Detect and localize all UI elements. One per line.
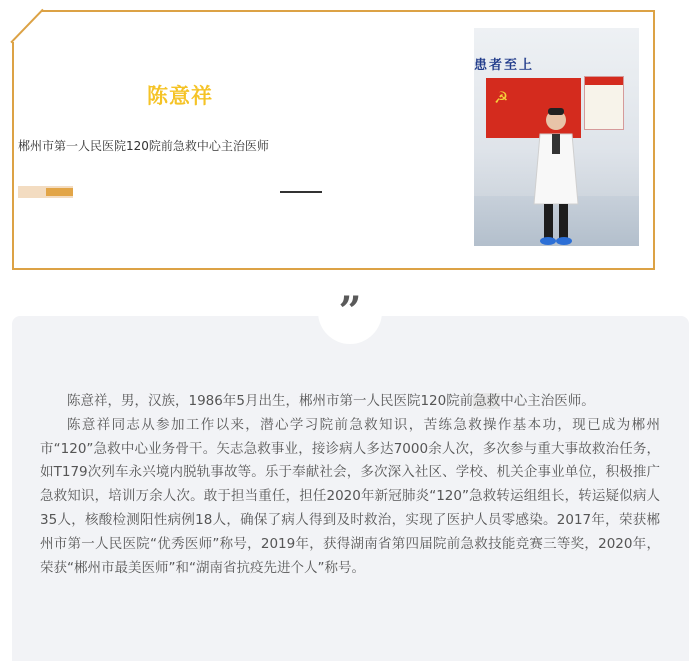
- divider-dash: [280, 191, 322, 193]
- hammer-sickle-icon: ☭: [494, 88, 509, 107]
- doctor-figure: [526, 104, 586, 246]
- notice-board: [584, 76, 624, 130]
- photo-slogan-text: 患者至上: [474, 58, 535, 73]
- bio-text: [40, 390, 660, 580]
- bio-paragraph-1: [40, 390, 660, 414]
- bio-p1-highlight: 急救: [473, 393, 501, 409]
- bio-p1-end: 中心主治医师。: [500, 393, 595, 409]
- card-border-left: [12, 42, 14, 270]
- accent-bar-highlight: [46, 188, 73, 196]
- card-corner-cut: [10, 9, 43, 43]
- quote-icon: ”: [338, 288, 362, 335]
- bio-p1-start: 陈意祥，男，汉族，1986年5月出生，郴州市第一人民医院120院前: [67, 393, 474, 409]
- doctor-name: 陈意祥: [147, 84, 213, 108]
- doctor-photo: [474, 28, 639, 246]
- bio-paragraph-2: 陈意祥同志从参加工作以来，潜心学习院前急救知识，苦练急救操作基本功，现已成为郴州市“120”急救中心业务骨干。矢志急救事业，接诊病人多达7000余人次，多次参与重大事故救治任务，如T179次列车永兴境内脱轨事故等。乐于奉献社会，多次深入社区、学校、机关企事业单位，积极推广急救知识，培训万余人次。敢于担当重任，担任2020年新冠肺炎“120”急救转运组组长，转运疑似病人35人，核酸检测阳性病例18人，确保了病人得到及时救治，实现了医护人员零感染。2017年，荣获郴州市第一人民医院“优秀医师”称号，2019年，获得湖南省第四届院前急救技能竞赛三等奖，2020年，荣获“郴州市最美医师”和“湖南省抗疫先进个人”称号。: [40, 416, 660, 576]
- doctor-position: 郴州市第一人民医院120院前急救中心主治医师: [18, 139, 269, 153]
- card-border-top: [42, 10, 655, 12]
- quote-badge: [318, 280, 382, 344]
